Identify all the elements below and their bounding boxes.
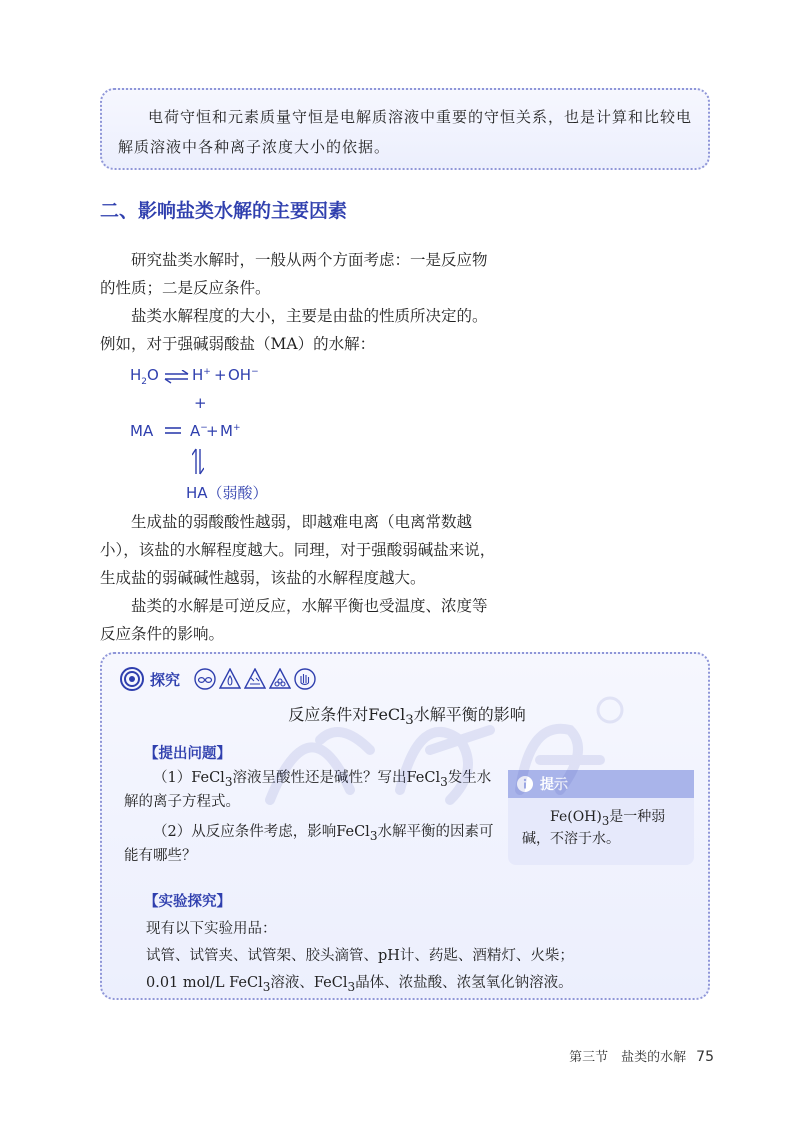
after-paragraph-1: 生成盐的弱酸酸性越弱，即越难电离（电离常数越小），该盐的水解程度越大。同理，对于强酸弱碱盐来说，生成盐的弱碱碱性越弱，该盐的水解程度越大。 [100,513,496,587]
page-footer [569,1046,714,1065]
vertical-equilibrium-arrow-icon [192,448,204,476]
materials-intro: 现有以下实验用品： [146,921,277,937]
vertical-plus-sign: + [194,394,207,412]
salt-ma: MA [130,422,154,440]
publisher-watermark-icon [250,680,630,820]
question-2: （2）从反应条件考虑，影响FeCl$_3$水解平衡的因素可能有哪些？ [124,824,494,864]
materials-equipment: 试管、试管夹、试管架、胶头滴管、pH计、药匙、酒精灯、火柴； [146,948,574,964]
page-number: 75 [696,1049,714,1065]
materials-list [146,916,574,997]
hydroxide-ion: OH− [228,366,259,384]
materials-reagents: 0.01 mol/L FeCl$_3$溶液、FeCl$_3$晶体、浓盐酸、浓氢氧化钠溶液。 [146,975,573,994]
explore-title: 反应条件对FeCl$_3$水解平衡的影响 [288,705,526,729]
flame-hazard-icon [219,668,241,690]
target-icon [120,667,144,691]
intro-paragraph-1: 研究盐类水解时，一般从两个方面考虑：一是反应物的性质；二是反应条件。 [100,251,488,297]
question-1: （1）FeCl$_3$溶液呈酸性还是碱性？写出FeCl$_3$发生水解的离子方程式。 [124,770,492,810]
goggles-safety-icon [194,668,216,690]
anion: A− [190,422,208,440]
hint-label: 提示 [540,777,568,793]
plus-sign-2: + [206,422,219,440]
note-box [100,88,710,170]
section-heading: 二、影响盐类水解的主要因素 [100,200,348,222]
water-formula: $H_2O$ [130,366,159,387]
cation: M+ [220,422,241,440]
weak-acid-ha: HA（弱酸） [186,484,268,502]
equals-sign-icon [164,426,182,436]
intro-text [100,246,500,358]
after-paragraph-2: 盐类的水解是可逆反应，水解平衡也受温度、浓度等反应条件的影响。 [100,597,488,643]
after-equation-text [100,508,500,648]
equilibrium-arrow-icon [164,370,190,384]
hydrolysis-equation [130,360,350,505]
plus-sign: + [214,366,227,384]
intro-paragraph-2: 盐类水解程度的大小，主要是由盐的性质所决定的。例如，对于强碱弱酸盐（MA）的水解： [100,307,488,353]
hydrogen-ion: H+ [192,366,211,384]
experiment-heading: 【实验探究】 [144,894,231,910]
ask-question-heading: 【提出问题】 [144,746,231,762]
footer-section: 第三节 盐类的水解 [569,1050,687,1065]
note-text: 电荷守恒和元素质量守恒是电解质溶液中重要的守恒关系，也是计算和比较电解质溶液中各种离子浓度大小的依据。 [118,108,693,156]
explore-label: 探究 [150,670,181,689]
hint-text: $Fe(OH)_3$是一种弱碱，不溶于水。 [522,809,666,847]
